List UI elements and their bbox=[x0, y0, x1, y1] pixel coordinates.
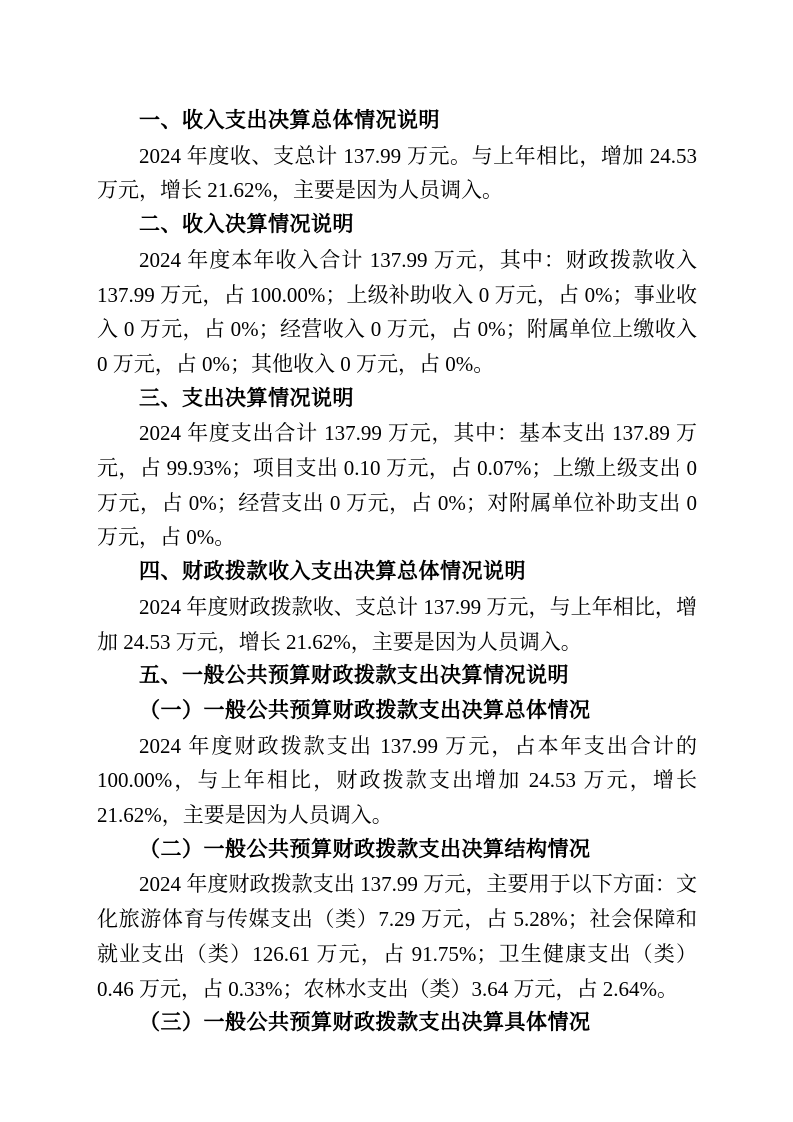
section-heading-fiscal-appropriation-overview: 四、财政拨款收入支出决算总体情况说明 bbox=[139, 560, 526, 584]
subsection-heading-structure-situation: （二）一般公共预算财政拨款支出决算结构情况 bbox=[139, 837, 591, 861]
subsection-heading-overall-situation: （一）一般公共预算财政拨款支出决算总体情况 bbox=[139, 698, 591, 722]
paragraph-income-final-accounts: 2024 年度本年收入合计 137.99 万元，其中：财政拨款收入 137.99 万元，占 100.00%；上级补助收入 0 万元，占 0%；事业收入 0 万元，占 0%；经营收入 0 万元，占 0%；附属单位上缴收入 0 万元，占 0%；其他收入 0 万元，占 0%。 bbox=[97, 247, 697, 376]
paragraph-structure-situation: 2024 年度财政拨款支出 137.99 万元，主要用于以下方面：文化旅游体育与传媒支出（类）7.29 万元，占 5.28%；社会保障和就业支出（类）126.61 万元，占 91.75%；卫生健康支出（类）0.46 万元，占 0.33%；农林水支出（类）3.64 万元，占 2.64%。 bbox=[97, 872, 697, 1001]
paragraph-income-expense-overview: 2024 年度收、支总计 137.99 万元。与上年相比，增加 24.53 万元，增长 21.62%，主要是因为人员调入。 bbox=[97, 143, 697, 203]
section-heading-income-final-accounts: 二、收入决算情况说明 bbox=[139, 213, 354, 237]
paragraph-overall-situation: 2024 年度财政拨款支出 137.99 万元，占本年支出合计的 100.00%，与上年相比，财政拨款支出增加 24.53 万元，增长 21.62%，主要是因为人员调入。 bbox=[97, 733, 697, 828]
paragraph-fiscal-appropriation-overview: 2024 年度财政拨款收、支总计 137.99 万元，与上年相比，增加 24.53 万元，增长 21.62%，主要是因为人员调入。 bbox=[97, 594, 697, 654]
section-heading-income-expense-overview: 一、收入支出决算总体情况说明 bbox=[139, 109, 440, 132]
paragraph-expense-final-accounts: 2024 年度支出合计 137.99 万元，其中：基本支出 137.89 万元，占 99.93%；项目支出 0.10 万元，占 0.07%；上缴上级支出 0 万元，占 0%；经营支出 0 万元，占 0%；对附属单位补助支出 0 万元，占 0%。 bbox=[97, 421, 697, 550]
section-heading-expense-final-accounts: 三、支出决算情况说明 bbox=[139, 386, 354, 410]
section-heading-general-budget-expense: 五、一般公共预算财政拨款支出决算情况说明 bbox=[139, 664, 569, 688]
subsection-heading-specific-situation: （三）一般公共预算财政拨款支出决算具体情况 bbox=[139, 1011, 591, 1035]
